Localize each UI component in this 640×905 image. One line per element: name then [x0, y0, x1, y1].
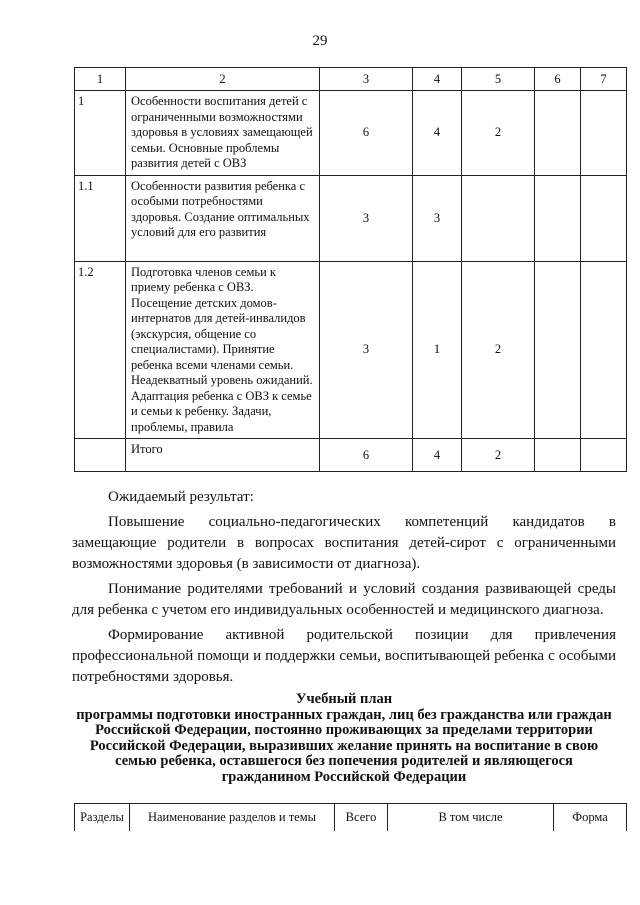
plan-table	[74, 803, 627, 831]
header-cell: 4	[413, 68, 462, 91]
hours-col6	[535, 439, 581, 472]
hours-col4: 4	[413, 439, 462, 472]
hours-col4: 1	[413, 261, 462, 439]
total-label: Итого	[126, 439, 320, 472]
table-header-row	[75, 804, 627, 832]
table-row	[75, 175, 627, 261]
hours-total: 6	[320, 91, 413, 176]
hours-col6	[535, 175, 581, 261]
header-cell: 5	[462, 68, 535, 91]
hours-col7	[581, 175, 627, 261]
section-topic: Подготовка членов семьи к приему ребенка с ОВЗ. Посещение детских домов-интернатов для детей-инвалидов (экскурсия, общение со специалистами). Принятие ребенка всеми членами семьи. Неадекватный уровень ожиданий. Адаптация ребенка с ОВЗ к семье и семьи к ребенку. Задачи, проблемы, правила	[126, 261, 320, 439]
hours-col5	[462, 175, 535, 261]
section-code: 1.1	[75, 175, 126, 261]
hours-col7	[581, 439, 627, 472]
header-cell: 2	[126, 68, 320, 91]
table-header-row	[75, 68, 627, 91]
hours-col5: 2	[462, 261, 535, 439]
table-row	[75, 261, 627, 439]
table-total-row	[75, 439, 627, 472]
hours-col7	[581, 91, 627, 176]
result-paragraph: Формирование активной родительской позиции для привлечения профессиональной помощи и поддержки семьи, воспитывающей ребенка с особыми потребностями здоровья.	[72, 627, 616, 685]
expected-result-section	[72, 487, 616, 688]
page-number: 29	[312, 33, 328, 49]
hours-col6	[535, 91, 581, 176]
hours-col6	[535, 261, 581, 439]
hours-total: 6	[320, 439, 413, 472]
plan-title-heading: Учебный план	[295, 691, 393, 707]
header-cell-sections: Разделы	[75, 804, 130, 832]
header-cell-including: В том числе	[388, 804, 554, 832]
plan-title-subheading: программы подготовки иностранных граждан, лиц без гражданства или граждан Российской Федерации, постоянно проживающих за пределами территории Российской Федерации, выразивших желание принять на воспитание в свою семью ребенка, оставшегося без попечения родителей и являющегося гражданином Российской Федерации	[76, 706, 612, 785]
result-paragraph: Понимание родителями требований и условий создания развивающей среды для ребенка с учетом его индивидуальных особенностей и медицинского диагноза.	[72, 581, 616, 618]
header-cell: 6	[535, 68, 581, 91]
hours-total: 3	[320, 261, 413, 439]
table-row	[75, 91, 627, 176]
result-paragraph: Повышение социально-педагогических компетенций кандидатов в замещающие родители в вопросах воспитания детей-сирот с ограниченными возможностями здоровья (в зависимости от диагноза).	[72, 514, 616, 572]
section-code: 1.2	[75, 261, 126, 439]
section-code: 1	[75, 91, 126, 176]
hours-col4: 4	[413, 91, 462, 176]
header-cell-topic-name: Наименование разделов и темы	[130, 804, 335, 832]
expected-result-label: Ожидаемый результат:	[108, 489, 254, 505]
section-code	[75, 439, 126, 472]
hours-col7	[581, 261, 627, 439]
header-cell: 7	[581, 68, 627, 91]
header-cell: 3	[320, 68, 413, 91]
header-cell-total: Всего	[335, 804, 388, 832]
section-topic: Особенности развития ребенка с особыми потребностями здоровья. Создание оптимальных условий для его развития	[126, 175, 320, 261]
plan-title	[72, 692, 616, 785]
hours-col5: 2	[462, 439, 535, 472]
header-cell: 1	[75, 68, 126, 91]
section-topic: Особенности воспитания детей с ограниченными возможностями здоровья в условиях замещающей семьи. Основные проблемы развития детей с ОВЗ	[126, 91, 320, 176]
hours-col4: 3	[413, 175, 462, 261]
hours-total: 3	[320, 175, 413, 261]
hours-col5: 2	[462, 91, 535, 176]
curriculum-table	[74, 67, 627, 472]
header-cell-form: Форма	[554, 804, 627, 832]
